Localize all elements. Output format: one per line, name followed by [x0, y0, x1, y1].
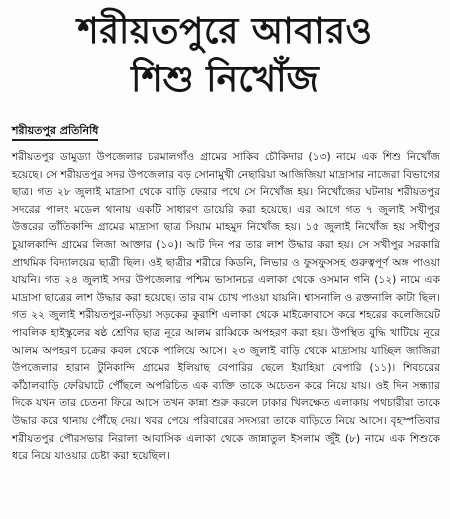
headline	[0, 8, 450, 104]
headline-line-1: শরীয়তপুরে আবারও	[77, 11, 373, 52]
article-body: শরীয়তপুর ডামুড্যা উপজেলার চরমালগাঁও গ্রামের সাকিব চৌকিদার (১৩) নামে এক শিশু নিখোঁজ হয়েছে। সে শরীয়তপুর সদর উপজেলার বড় সোনামুখী নেছারিয়া আজিজিয়া মাদ্রাসার নাজেরা বিভাগের ছাত্র। গত ২৮ জুলাই মাদ্রাসা থেকে বাড়ি ফেরার পথে সে নিখোঁজ হয়। নিখোঁজের ঘটনায় শরীয়তপুর সদরের পালং মডেল থানায় একটি সাধারণ ডায়েরি করা হয়েছে। এর আগে গত ৭ জুলাই সখীপুর উত্তরের তাঁতিকান্দি গ্রামের মাদ্রাসা ছাত্র সিয়াম মাহমুদ নিখোঁজ হয়। ১৫ জুলাই নিখোঁজ হয় সখীপুর চুয়ালকান্দি গ্রামের লিজা আক্তার (১০)। আট দিন পর তার লাশ উদ্ধার করা হয়। সে সখীপুর সরকারি প্রাথমিক বিদ্যালয়ের ছাত্রী ছিল। ওই ছাত্রীর শরীরে কিডনি, লিভার ও ফুসফুসসহ গুরুত্বপূর্ণ অঙ্গ পাওয়া যায়নি। গত ২৪ জুলাই সদর উপজেলার পশ্চিম ভাসানচর এলাকা থেকে ওসমান গনি (১২) নামে এক মাদ্রাসা ছাত্রের লাশ উদ্ধার করা হয়েছে। তার বাম চোখ পাওয়া যায়নি। শ্বাসনালি ও রক্তনালি কাটা ছিল। গত ২২ জুলাই শরীয়তপুর-নড়িয়া সড়কের কুরাশি এলাকা থেকে মাইক্রোবাসে করে শহরের কলেজিয়েট পাবলিক হাইস্কুলের ষষ্ঠ শ্রেণির ছাত্র নূরে আলম রাব্বিকে অপহরণ করা হয়। উপস্থিত বুদ্ধি খাটিয়ে নূরে আলম অপহরণ চক্রের কবল থেকে পালিয়ে আসে। ২৩ জুলাই বাড়ি থেকে মাদ্রাসায় যাচ্ছিল জাজিরা উপজেলার হারান টুনিকান্দি গ্রামের ইলিয়াছ বেপারির ছেলে ইয়াহিয়া বেপারি (১১)। শিবচরের কাঁঠালবাড়ি ফেরিঘাটে পৌঁছলে অপরিচিত এক ব্যক্তি তাকে অচেতন করে নিয়ে যায়। ওই দিন সন্ধ্যার দিকে যখন তার চেতনা ফিরে আসে তখন কান্না শুরু করলে ঢাকার খিলক্ষেত এলাকায় পথচারীরা তাকে উদ্ধার করে থানায় পৌঁছে দেয়। খবর পেয়ে পরিবারের সদস্যরা তাকে বাড়িতে নিয়ে আসে। বৃহস্পতিবার শরীয়তপুর পৌরসভার নিরালা আবাসিক এলাকা থেকে জান্নাতুল ইসলাম জুঁই (৮) নামে এক শিশুকে ধরে নিয়ে যাওয়ার চেষ্টা করা হয়েছিল।	[12, 151, 440, 463]
headline-line-2: শিশু নিখোঁজ	[131, 59, 319, 100]
byline: শরীয়তপুর প্রতিনিধি	[12, 124, 98, 141]
